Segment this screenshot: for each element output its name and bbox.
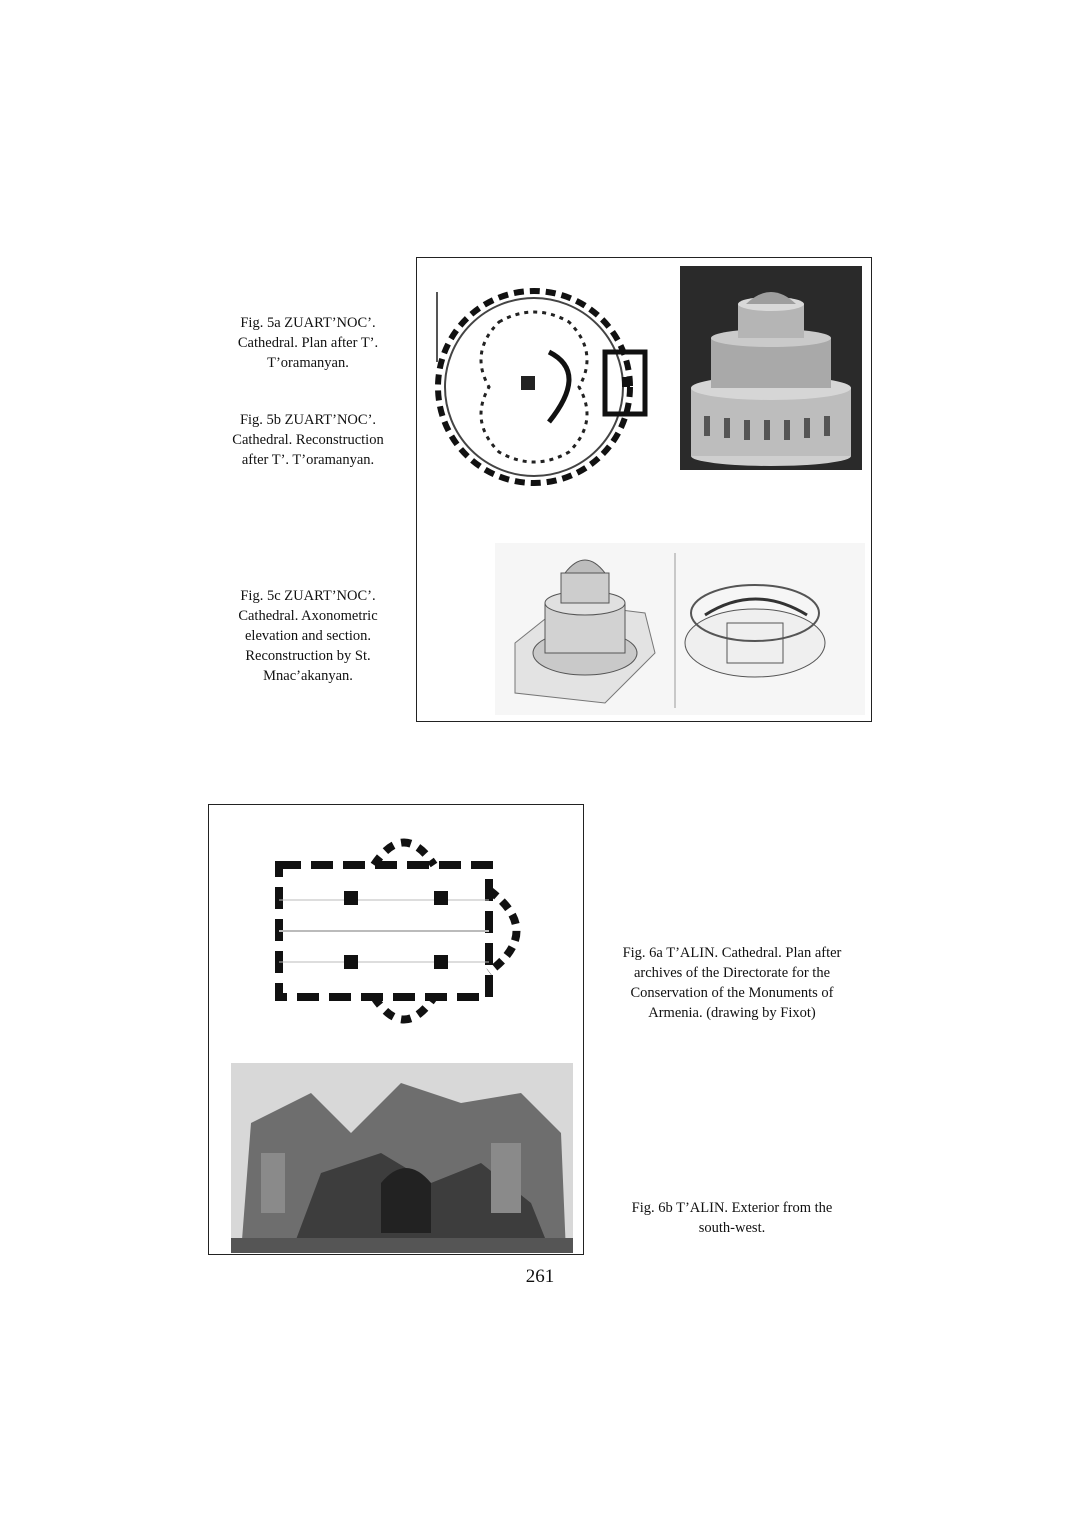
caption-fig-5b	[218, 410, 398, 470]
caption-fig-6a-text: Fig. 6a T’ALIN. Cathedral. Plan after archives of the Directorate for the Conservation of the Monuments of Armenia. (drawing by Fixot)	[622, 945, 842, 1021]
caption-fig-6a	[616, 943, 848, 1023]
caption-fig-5a-text: Fig. 5a ZUART’NOC’. Cathedral. Plan after T’. T’oramanyan.	[237, 315, 379, 371]
zuartnoc-axonometric-drawing	[495, 543, 865, 715]
caption-fig-5a	[218, 313, 398, 373]
zuartnoc-reconstruction-image	[680, 266, 862, 470]
caption-fig-5c	[222, 586, 394, 686]
figure-5-frame	[416, 257, 872, 722]
zuartnoc-plan-drawing	[429, 282, 661, 492]
caption-fig-5b-text: Fig. 5b ZUART’NOC’. Cathedral. Reconstruction after T’. T’oramanyan.	[232, 412, 384, 468]
caption-fig-5c-text: Fig. 5c ZUART’NOC’. Cathedral. Axonometric elevation and section. Reconstruction by St. Mnac’akanyan.	[238, 588, 378, 684]
talin-plan-drawing	[264, 825, 559, 1037]
page-number: 261	[525, 1266, 555, 1287]
talin-exterior-image	[231, 1063, 573, 1253]
caption-fig-6b-text: Fig. 6b T’ALIN. Exterior from the south-west.	[631, 1200, 833, 1236]
caption-fig-6b	[622, 1198, 842, 1238]
figure-6-frame	[208, 804, 584, 1255]
